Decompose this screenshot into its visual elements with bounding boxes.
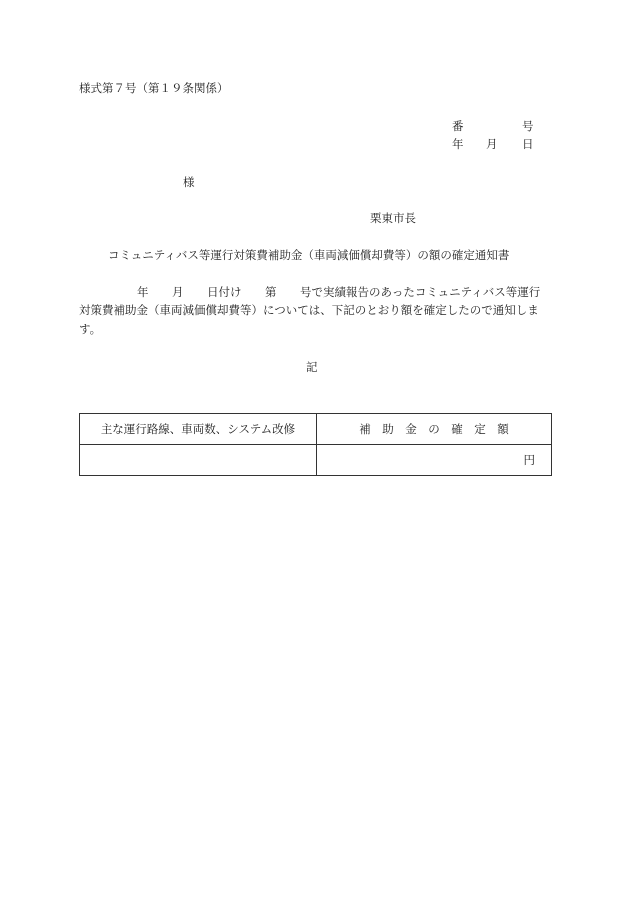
header-routes: 主な運行路線、車両数、システム改修 — [80, 414, 317, 445]
body-line2: 対策費補助金（車両減価償却費等）については、下記のとおり額を確定したので通知しま — [79, 303, 539, 317]
addressee-suffix: 様 — [183, 175, 195, 189]
date-year: 年 — [452, 137, 464, 151]
table-row — [80, 445, 552, 476]
body-year: 年 — [137, 285, 149, 299]
date-day: 日 — [522, 137, 534, 151]
body-line1: 号で実績報告のあったコミュニティバス等運行 — [300, 285, 541, 299]
body-number: 第 — [265, 285, 277, 299]
number-suffix: 号 — [522, 119, 534, 133]
number-label: 番 — [452, 119, 464, 133]
date-month: 月 — [486, 137, 498, 151]
document-title: コミュニティバス等運行対策費補助金（車両減価償却費等）の額の確定通知書 — [108, 248, 510, 262]
amount-table — [79, 413, 552, 476]
header-amount: 補 助 金 の 確 定 額 — [317, 414, 552, 445]
cell-amount: 円 — [317, 445, 552, 476]
form-label: 様式第７号（第１９条関係） — [79, 81, 229, 95]
issuer: 栗東市長 — [370, 211, 416, 225]
ki-heading: 記 — [306, 360, 318, 374]
body-line3: す。 — [79, 322, 102, 336]
cell-routes — [80, 445, 317, 476]
table-header-row — [80, 414, 552, 445]
body-day: 日付け — [207, 285, 242, 299]
body-month: 月 — [172, 285, 184, 299]
